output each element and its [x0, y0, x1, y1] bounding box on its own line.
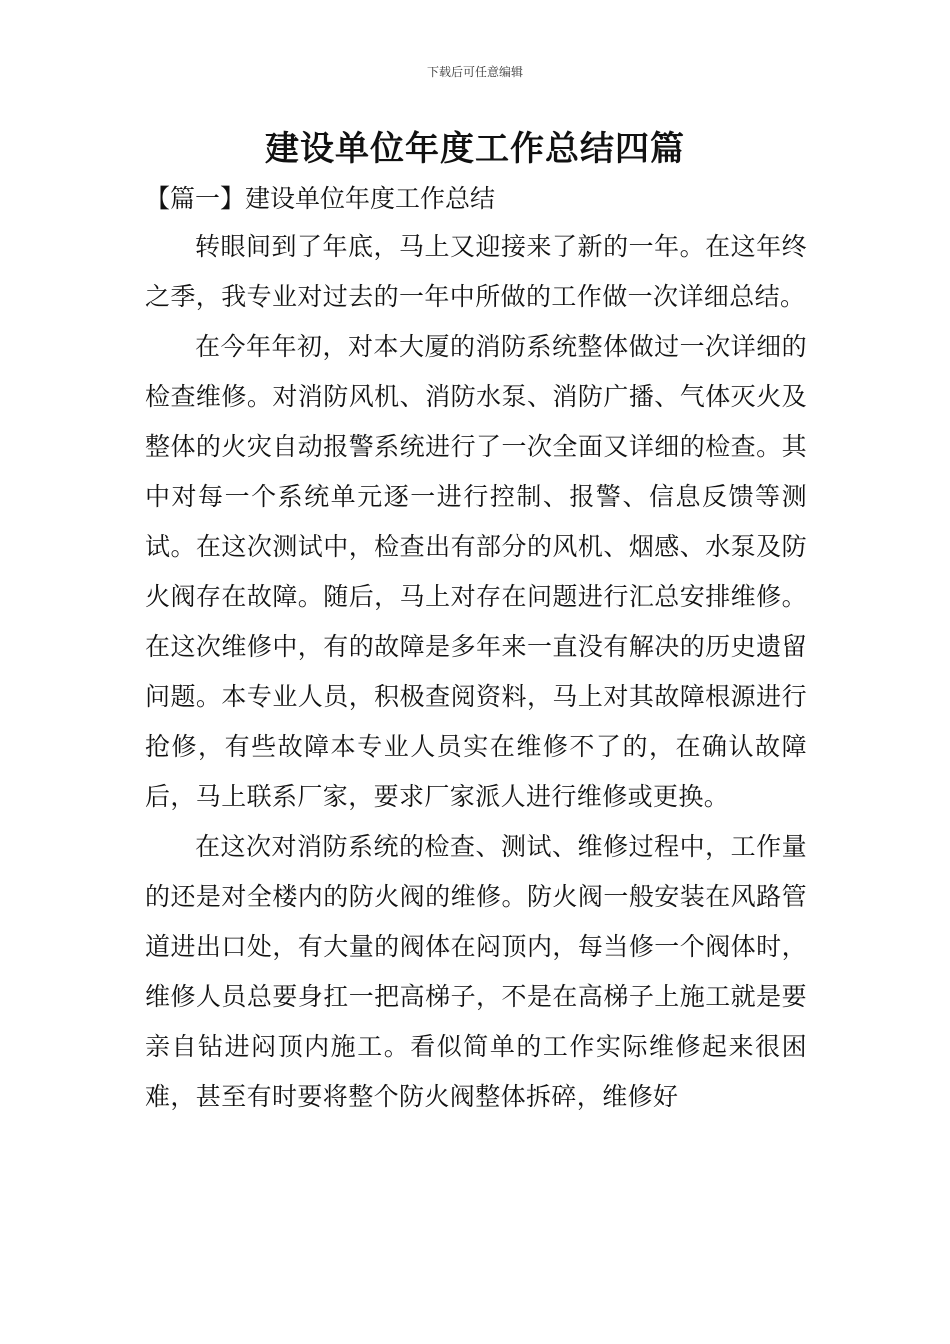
paragraph-1: 转眼间到了年底，马上又迎接来了新的一年。在这年终之季，我专业对过去的一年中所做的工作做一次详细总结。 [145, 232, 807, 311]
section-heading: 【篇一】建设单位年度工作总结 [145, 184, 496, 213]
paragraph-3: 在这次对消防系统的检查、测试、维修过程中，工作量的还是对全楼内的防火阀的维修。防火阀一般安装在风路管道进出口处，有大量的阀体在闷顶内，每当修一个阀体时，维修人员总要身扛一把高梯子，不是在高梯子上施工就是要亲自钻进闷顶内施工。看似简单的工作实际维修起来很困难，甚至有时要将整个防火阀整体拆碎，维修好 [145, 832, 807, 1111]
body-text [145, 222, 807, 1122]
header-note: 下载后可任意编辑 [426, 65, 523, 79]
paragraph-2: 在今年年初，对本大厦的消防系统整体做过一次详细的检查维修。对消防风机、消防水泵、消防广播、气体灭火及整体的火灾自动报警系统进行了一次全面又详细的检查。其中对每一个系统单元逐一进行控制、报警、信息反馈等测试。在这次测试中，检查出有部分的风机、烟感、水泵及防火阀存在故障。随后，马上对存在问题进行汇总安排维修。在这次维修中，有的故障是多年来一直没有解决的历史遗留问题。本专业人员，积极查阅资料，马上对其故障根源进行抢修，有些故障本专业人员实在维修不了的，在确认故障后，马上联系厂家，要求厂家派人进行维修或更换。 [145, 332, 807, 811]
document-title: 建设单位年度工作总结四篇 [265, 129, 685, 169]
